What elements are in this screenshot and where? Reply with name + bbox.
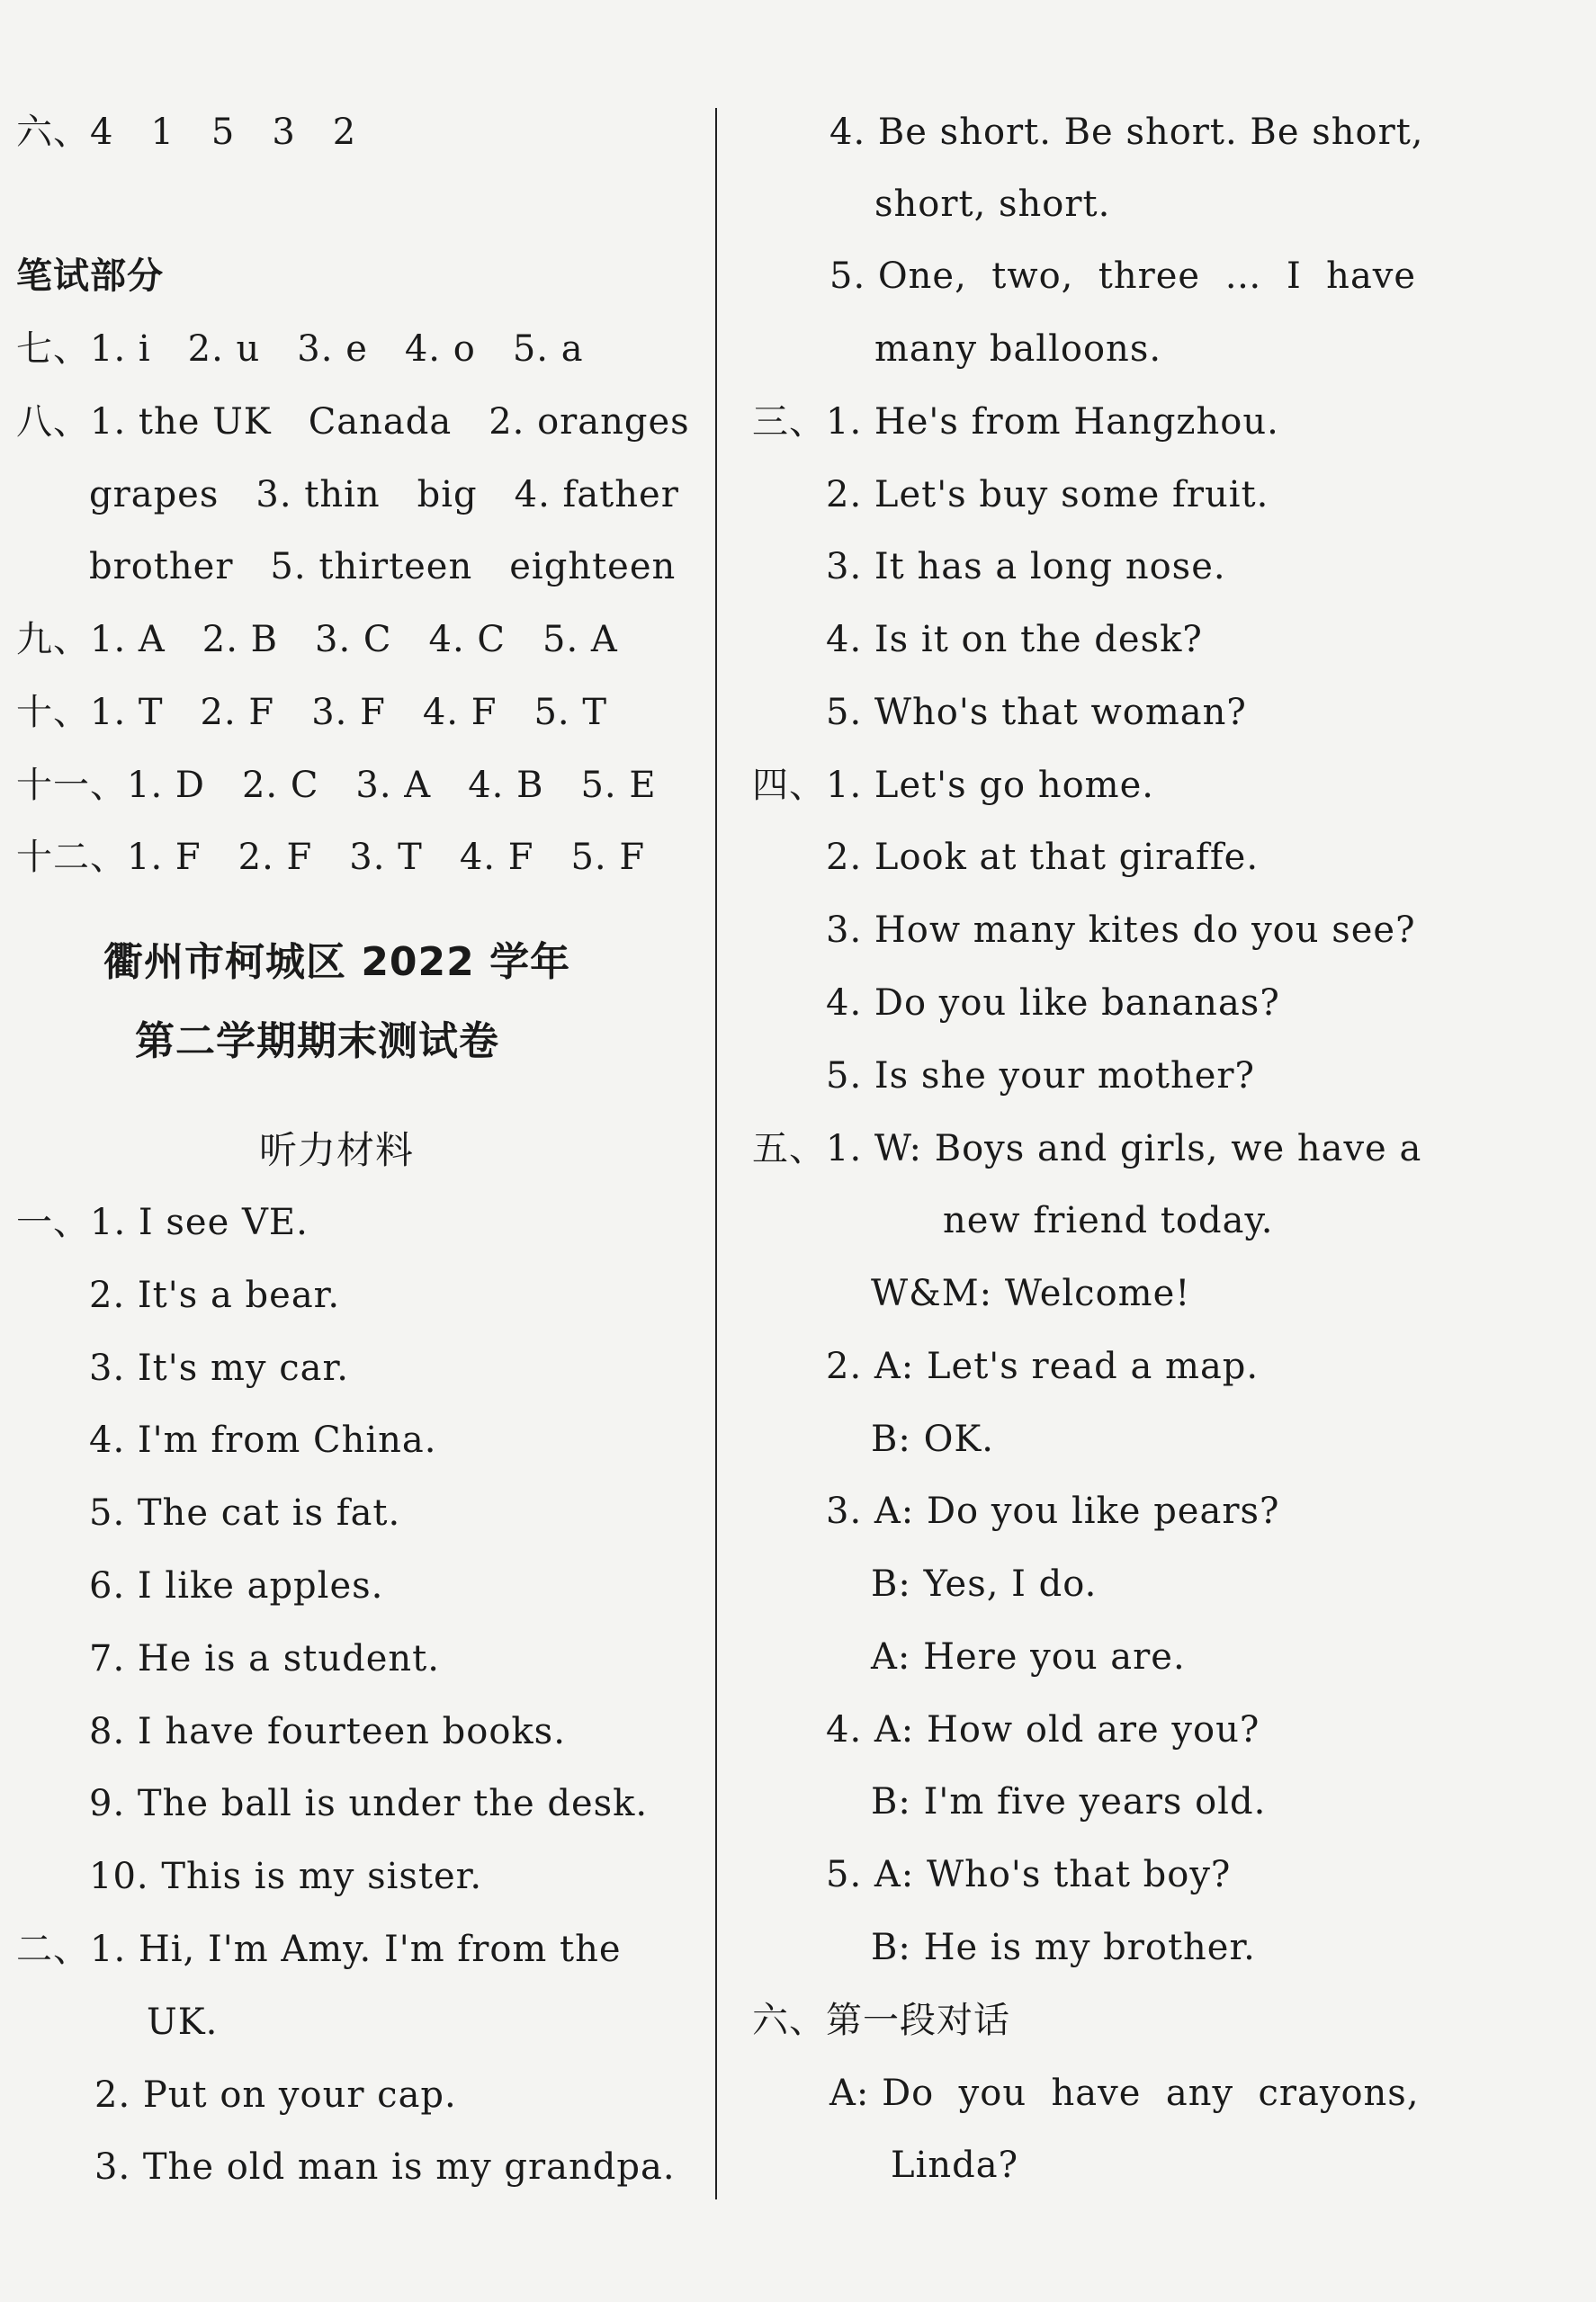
listening-5-item-4-line-2: B: I'm five years old. — [871, 1781, 1267, 1823]
listening-5-item-2-line-1: 2. A: Let's read a map. — [826, 1346, 1260, 1387]
listening-3-item-2: 2. Let's buy some fruit. — [826, 474, 1269, 515]
listening-4-item-1: 四、1. Let's go home. — [752, 765, 1154, 806]
answer-section-8-line-1: 八、1. the UK Canada 2. oranges — [16, 401, 690, 443]
listening-3-item-5: 5. Who's that woman? — [826, 692, 1247, 733]
column-divider — [715, 108, 717, 2199]
listening-6-line-1: A: Do you have any crayons, — [829, 2073, 1420, 2114]
listening-1-item-8: 8. I have fourteen books. — [89, 1711, 566, 1752]
listening-4-item-4: 4. Do you like bananas? — [826, 982, 1280, 1024]
listening-3-item-3: 3. It has a long nose. — [826, 546, 1226, 587]
exam-title-line-2: 第二学期期末测试卷 — [135, 1018, 499, 1064]
listening-1-item-1: 一、1. I see VE. — [16, 1202, 309, 1243]
answer-section-6: 六、4 1 5 3 2 — [16, 112, 357, 153]
listening-2-item-4-line-1: 4. Be short. Be short. Be short, — [829, 112, 1424, 153]
written-part-heading: 笔试部分 — [16, 255, 164, 297]
listening-1-item-2: 2. It's a bear. — [89, 1275, 341, 1316]
answer-section-8-line-3: brother 5. thirteen eighteen — [89, 546, 677, 587]
answer-section-8-line-2: grapes 3. thin big 4. father — [89, 474, 679, 515]
answer-section-10: 十、1. T 2. F 3. F 4. F 5. T — [16, 692, 608, 733]
listening-2-item-3: 3. The old man is my grandpa. — [94, 2146, 676, 2188]
listening-5-item-3-line-2: B: Yes, I do. — [871, 1563, 1098, 1605]
listening-2-item-5-line-1: 5. One, two, three … I have — [829, 255, 1417, 297]
listening-5-item-4-line-1: 4. A: How old are you? — [826, 1709, 1260, 1751]
listening-1-item-7: 7. He is a student. — [89, 1638, 440, 1679]
listening-5-item-2-line-2: B: OK. — [871, 1419, 994, 1460]
answer-section-12: 十二、1. F 2. F 3. T 4. F 5. F — [16, 837, 646, 878]
listening-2-item-1-line-2: UK. — [147, 2002, 219, 2043]
listening-6-line-2: Linda? — [891, 2145, 1019, 2186]
listening-3-item-1: 三、1. He's from Hangzhou. — [752, 401, 1279, 443]
exam-title-line-1: 衢州市柯城区 2022 学年 — [103, 939, 571, 985]
listening-1-item-9: 9. The ball is under the desk. — [89, 1783, 649, 1824]
listening-3-item-4: 4. Is it on the desk? — [826, 619, 1203, 660]
listening-2-item-5-line-2: many balloons. — [874, 328, 1162, 370]
listening-5-item-5-line-1: 5. A: Who's that boy? — [826, 1854, 1232, 1895]
answer-section-9: 九、1. A 2. B 3. C 4. C 5. A — [16, 619, 618, 660]
listening-material-heading: 听力材料 — [259, 1128, 415, 1172]
answer-section-11: 十一、1. D 2. C 3. A 4. B 5. E — [16, 765, 657, 806]
listening-1-item-3: 3. It's my car. — [89, 1348, 349, 1389]
listening-5-item-3-line-1: 3. A: Do you like pears? — [826, 1491, 1280, 1532]
listening-4-item-3: 3. How many kites do you see? — [826, 909, 1416, 951]
listening-4-item-5: 5. Is she your mother? — [826, 1055, 1255, 1097]
listening-2-item-4-line-2: short, short. — [874, 184, 1111, 225]
listening-5-item-5-line-2: B: He is my brother. — [871, 1927, 1256, 1968]
answer-section-7: 七、1. i 2. u 3. e 4. o 5. a — [16, 328, 584, 370]
listening-5-item-3-line-3: A: Here you are. — [871, 1636, 1186, 1678]
listening-1-item-10: 10. This is my sister. — [89, 1856, 483, 1897]
listening-1-item-5: 5. The cat is fat. — [89, 1492, 401, 1534]
listening-5-item-1-line-3: W&M: Welcome! — [871, 1273, 1191, 1314]
listening-2-item-1-line-1: 二、1. Hi, I'm Amy. I'm from the — [16, 1929, 622, 1970]
listening-6-heading: 六、第一段对话 — [752, 2000, 1010, 2041]
listening-4-item-2: 2. Look at that giraffe. — [826, 837, 1260, 878]
listening-1-item-6: 6. I like apples. — [89, 1565, 384, 1607]
listening-2-item-2: 2. Put on your cap. — [94, 2074, 457, 2116]
listening-5-item-1-line-2: new friend today. — [943, 1200, 1274, 1241]
listening-1-item-4: 4. I'm from China. — [89, 1420, 437, 1461]
listening-5-item-1-line-1: 五、1. W: Boys and girls, we have a — [752, 1128, 1422, 1169]
